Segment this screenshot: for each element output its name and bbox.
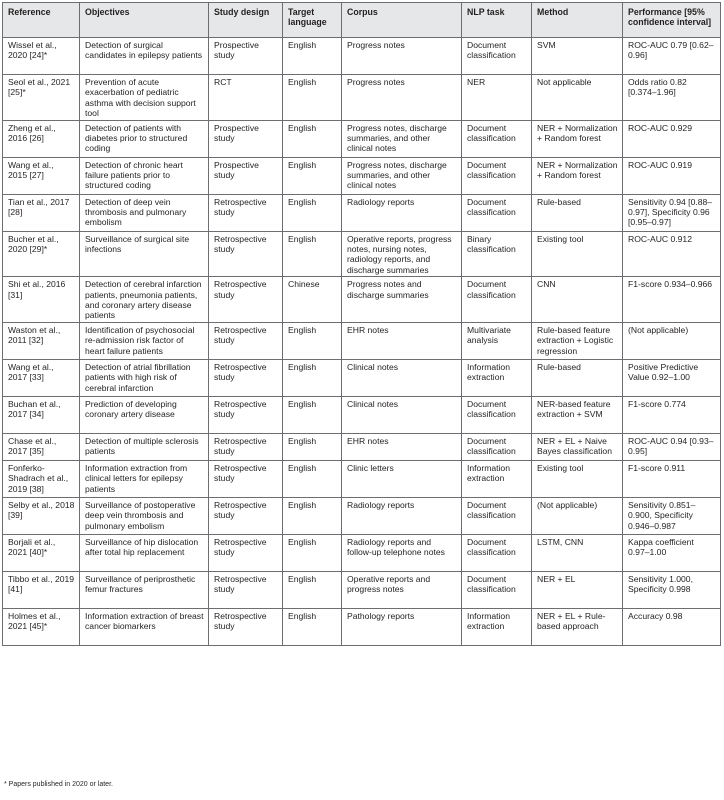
table-cell: Information extraction of breast cancer biomarkers: [80, 608, 209, 645]
table-row: [3, 571, 721, 608]
table-cell: English: [283, 460, 342, 497]
table-cell: Surveillance of hip dislocation after total hip replacement: [80, 534, 209, 571]
table-cell: English: [283, 194, 342, 231]
table-cell: Prevention of acute exacerbation of pediatric asthma with decision support tool: [80, 75, 209, 121]
table-cell: CNN: [532, 277, 623, 323]
table-cell: F1-score 0.934–0.966: [623, 277, 721, 323]
table-cell: Rule-based feature extraction + Logistic regression: [532, 322, 623, 359]
table-cell: Progress notes and discharge summaries: [342, 277, 462, 323]
table-cell: Information extraction from clinical letters for epilepsy patients: [80, 460, 209, 497]
table-cell: Detection of chronic heart failure patients prior to structured coding: [80, 157, 209, 194]
table-cell: Accuracy 0.98: [623, 608, 721, 645]
table-cell: EHR notes: [342, 433, 462, 460]
table-cell: Document classification: [462, 194, 532, 231]
table-cell: Sensitivity 0.851–0.900, Specificity 0.946–0.987: [623, 497, 721, 534]
table-cell: Rule-based: [532, 359, 623, 396]
table-row: [3, 75, 721, 121]
table-cell: Sensitivity 0.94 [0.88–0.97], Specificity 0.96 [0.95–0.97]: [623, 194, 721, 231]
table-cell: Existing tool: [532, 460, 623, 497]
table-cell: English: [283, 359, 342, 396]
table-cell: Document classification: [462, 38, 532, 75]
table-cell: Detection of multiple sclerosis patients: [80, 433, 209, 460]
table-cell: Radiology reports and follow-up telephone notes: [342, 534, 462, 571]
footnote: * Papers published in 2020 or later.: [4, 781, 113, 788]
table-cell: Retrospective study: [209, 231, 283, 277]
table-cell: Progress notes, discharge summaries, and other clinical notes: [342, 120, 462, 157]
table-cell: Retrospective study: [209, 571, 283, 608]
table-cell: EHR notes: [342, 322, 462, 359]
table-cell: Progress notes, discharge summaries, and other clinical notes: [342, 157, 462, 194]
table-cell: Detection of cerebral infarction patients, pneumonia patients, and coronary artery disease patients: [80, 277, 209, 323]
table-cell: Zheng et al., 2016 [26]: [3, 120, 80, 157]
table-cell: Document classification: [462, 534, 532, 571]
table-row: [3, 396, 721, 433]
table-cell: Prospective study: [209, 120, 283, 157]
table-cell: Clinic letters: [342, 460, 462, 497]
table-cell: Tian et al., 2017 [28]: [3, 194, 80, 231]
table-cell: Document classification: [462, 497, 532, 534]
table-cell: Detection of patients with diabetes prior to structured coding: [80, 120, 209, 157]
column-header: Method: [532, 3, 623, 38]
table-cell: Retrospective study: [209, 534, 283, 571]
table-row: [3, 277, 721, 323]
table-cell: Holmes et al., 2021 [45]*: [3, 608, 80, 645]
table-cell: Sensitivity 1.000, Specificity 0.998: [623, 571, 721, 608]
table-cell: English: [283, 38, 342, 75]
table-cell: Tibbo et al., 2019 [41]: [3, 571, 80, 608]
table-row: [3, 359, 721, 396]
table-cell: RCT: [209, 75, 283, 121]
table-cell: NER + EL: [532, 571, 623, 608]
header-row: [3, 3, 721, 38]
table-cell: Document classification: [462, 433, 532, 460]
table-cell: ROC-AUC 0.929: [623, 120, 721, 157]
table-row: [3, 322, 721, 359]
table-cell: Prospective study: [209, 38, 283, 75]
table-cell: English: [283, 75, 342, 121]
table-cell: English: [283, 497, 342, 534]
table-cell: Detection of deep vein thrombosis and pulmonary embolism: [80, 194, 209, 231]
table-cell: Information extraction: [462, 460, 532, 497]
column-header: Target language: [283, 3, 342, 38]
table-cell: Retrospective study: [209, 396, 283, 433]
table-cell: Bucher et al., 2020 [29]*: [3, 231, 80, 277]
table-row: [3, 231, 721, 277]
table-cell: English: [283, 322, 342, 359]
table-cell: English: [283, 571, 342, 608]
table-cell: Retrospective study: [209, 433, 283, 460]
table-cell: Operative reports, progress notes, nursing notes, radiology reports, and discharge summaries: [342, 231, 462, 277]
table-cell: Odds ratio 0.82 [0.374–1.96]: [623, 75, 721, 121]
table-cell: Positive Predictive Value 0.92–1.00: [623, 359, 721, 396]
table-cell: Information extraction: [462, 359, 532, 396]
table-cell: (Not applicable): [532, 497, 623, 534]
table-cell: Multivariate analysis: [462, 322, 532, 359]
table-cell: ROC-AUC 0.912: [623, 231, 721, 277]
table-cell: English: [283, 157, 342, 194]
table-cell: Document classification: [462, 120, 532, 157]
table-cell: NER + EL + Rule-based approach: [532, 608, 623, 645]
table-cell: Retrospective study: [209, 460, 283, 497]
table-cell: F1-score 0.911: [623, 460, 721, 497]
table-cell: Document classification: [462, 157, 532, 194]
table-row: [3, 497, 721, 534]
table-cell: Document classification: [462, 571, 532, 608]
table-cell: Seol et al., 2021 [25]*: [3, 75, 80, 121]
table-cell: Not applicable: [532, 75, 623, 121]
table-cell: Selby et al., 2018 [39]: [3, 497, 80, 534]
table-cell: Information extraction: [462, 608, 532, 645]
table-row: [3, 157, 721, 194]
table-cell: Identification of psychosocial re-admission risk factor of heart failure patients: [80, 322, 209, 359]
table-cell: NER + Normalization + Random forest: [532, 120, 623, 157]
table-cell: Borjali et al., 2021 [40]*: [3, 534, 80, 571]
table-cell: Chinese: [283, 277, 342, 323]
table-cell: English: [283, 231, 342, 277]
table-cell: Detection of atrial fibrillation patients with high risk of cerebral infarction: [80, 359, 209, 396]
table-cell: Document classification: [462, 396, 532, 433]
table-cell: ROC-AUC 0.94 [0.93–0.95]: [623, 433, 721, 460]
table-cell: Wissel et al., 2020 [24]*: [3, 38, 80, 75]
table-cell: Rule-based: [532, 194, 623, 231]
table-cell: Retrospective study: [209, 277, 283, 323]
table-row: [3, 534, 721, 571]
table-cell: Surveillance of surgical site infections: [80, 231, 209, 277]
table-cell: Binary classification: [462, 231, 532, 277]
table-row: [3, 608, 721, 645]
table-cell: Retrospective study: [209, 194, 283, 231]
table-cell: Buchan et al., 2017 [34]: [3, 396, 80, 433]
table-cell: English: [283, 433, 342, 460]
column-header: Study design: [209, 3, 283, 38]
table-cell: Radiology reports: [342, 497, 462, 534]
table-cell: F1-score 0.774: [623, 396, 721, 433]
table-cell: Waston et al., 2011 [32]: [3, 322, 80, 359]
table-row: [3, 38, 721, 75]
table-cell: Radiology reports: [342, 194, 462, 231]
table-cell: Wang et al., 2015 [27]: [3, 157, 80, 194]
table-row: [3, 433, 721, 460]
table-cell: ROC-AUC 0.79 [0.62–0.96]: [623, 38, 721, 75]
table-cell: English: [283, 534, 342, 571]
table-cell: Clinical notes: [342, 359, 462, 396]
column-header: Corpus: [342, 3, 462, 38]
table-cell: Fonferko-Shadrach et al., 2019 [38]: [3, 460, 80, 497]
table-cell: LSTM, CNN: [532, 534, 623, 571]
table-row: [3, 460, 721, 497]
table-cell: NER-based feature extraction + SVM: [532, 396, 623, 433]
table-cell: Prediction of developing coronary artery disease: [80, 396, 209, 433]
table-cell: English: [283, 396, 342, 433]
table-header: [3, 3, 721, 38]
column-header: Objectives: [80, 3, 209, 38]
table-row: [3, 120, 721, 157]
table-cell: NER: [462, 75, 532, 121]
table-cell: Prospective study: [209, 157, 283, 194]
studies-table: [2, 2, 721, 646]
table-cell: Existing tool: [532, 231, 623, 277]
table-cell: SVM: [532, 38, 623, 75]
table-cell: Wang et al., 2017 [33]: [3, 359, 80, 396]
table-cell: NER + EL + Naive Bayes classification: [532, 433, 623, 460]
table-cell: Surveillance of postoperative deep vein thrombosis and pulmonary embolism: [80, 497, 209, 534]
table-cell: Document classification: [462, 277, 532, 323]
table-cell: Retrospective study: [209, 322, 283, 359]
column-header: NLP task: [462, 3, 532, 38]
table-container: [2, 2, 720, 646]
table-cell: English: [283, 608, 342, 645]
column-header: Performance [95% confidence interval]: [623, 3, 721, 38]
table-body: [3, 38, 721, 646]
table-cell: Pathology reports: [342, 608, 462, 645]
column-header: Reference: [3, 3, 80, 38]
table-cell: NER + Normalization + Random forest: [532, 157, 623, 194]
table-cell: Retrospective study: [209, 497, 283, 534]
table-cell: (Not applicable): [623, 322, 721, 359]
table-cell: Shi et al., 2016 [31]: [3, 277, 80, 323]
table-cell: Retrospective study: [209, 608, 283, 645]
table-cell: Retrospective study: [209, 359, 283, 396]
table-row: [3, 194, 721, 231]
table-cell: Operative reports and progress notes: [342, 571, 462, 608]
table-cell: Kappa coefficient 0.97–1.00: [623, 534, 721, 571]
table-cell: English: [283, 120, 342, 157]
table-cell: Detection of surgical candidates in epilepsy patients: [80, 38, 209, 75]
table-cell: Progress notes: [342, 38, 462, 75]
table-cell: Surveillance of periprosthetic femur fractures: [80, 571, 209, 608]
table-cell: Clinical notes: [342, 396, 462, 433]
table-cell: Progress notes: [342, 75, 462, 121]
table-cell: ROC-AUC 0.919: [623, 157, 721, 194]
table-cell: Chase et al., 2017 [35]: [3, 433, 80, 460]
